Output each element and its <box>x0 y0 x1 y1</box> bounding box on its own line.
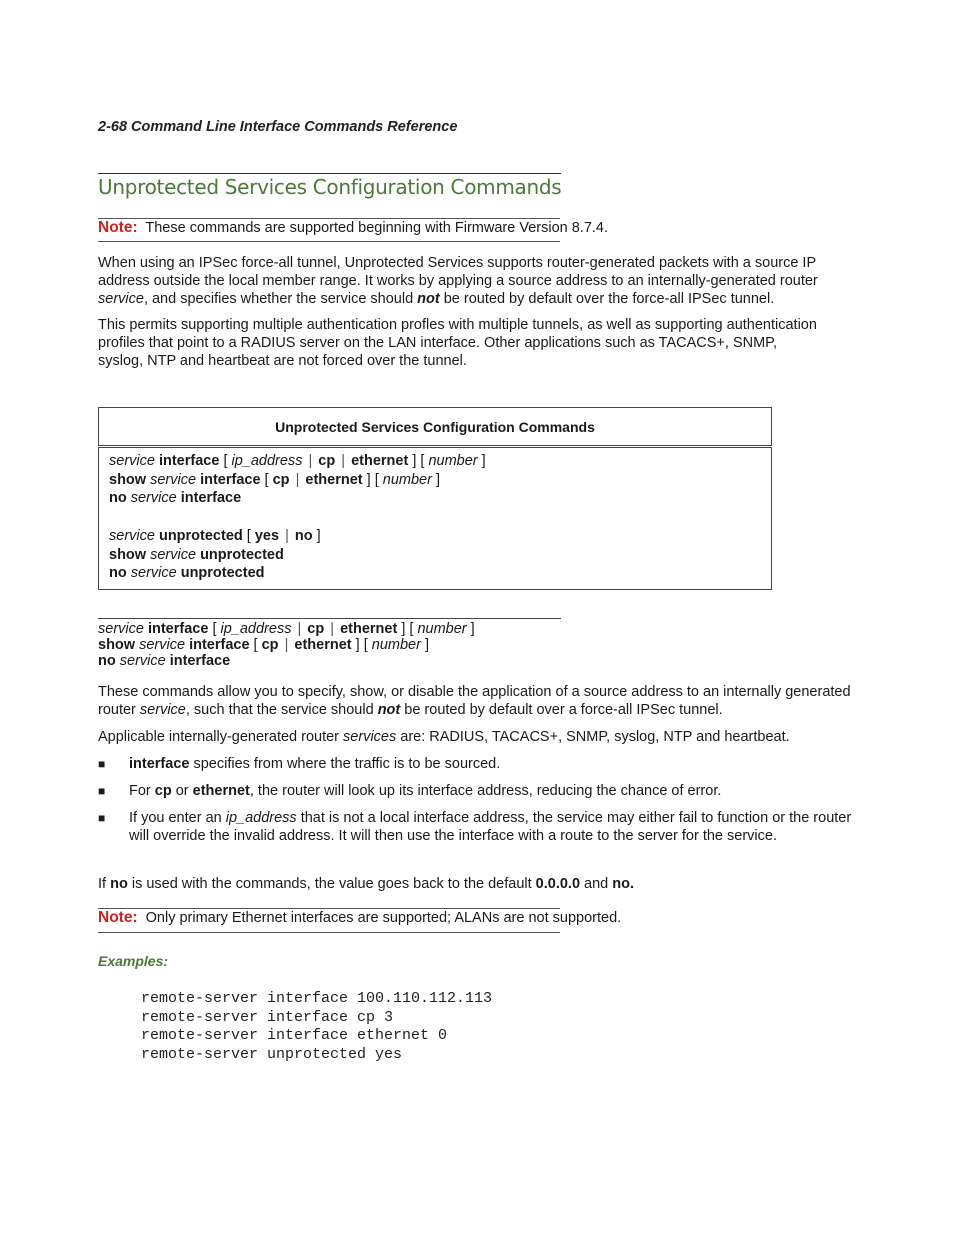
table-body <box>99 447 772 590</box>
cmd-show-service-interface: show service interface [ cp | ethernet ] [ number ] <box>109 471 440 488</box>
running-head: 2-68 Command Line Interface Commands Reference <box>98 119 458 135</box>
examples-heading: Examples: <box>98 953 169 969</box>
bullet-list <box>98 755 858 854</box>
examples-code <box>141 990 492 1065</box>
bullet-icon: ■ <box>98 811 106 825</box>
note-firmware <box>98 219 608 237</box>
code-line: remote-server interface cp 3 <box>141 1008 394 1026</box>
list-item: ■ If you enter an ip_address that is not a local interface address, the service may either fail to function or the router will override the invalid address. It will then use the interface with a route to the server for the service. <box>98 810 852 844</box>
note-label: Note: <box>98 219 138 236</box>
cmd-service-interface: service interface [ ip_address | cp | ethernet ] [ number ] <box>109 453 486 469</box>
subsection-rule <box>98 618 561 619</box>
intro-paragraph-2: This permits supporting multiple authentication profles with multiple tunnels, as well as supporting authentication profiles that point to a RADIUS server on the LAN interface. Other applications such as TACACS+, SNMP, syslog, NTP and heartbeat are not forced over the tunnel. <box>98 317 817 369</box>
cmd-service-unprotected: service unprotected [ yes | no ] <box>109 527 321 544</box>
note-rule-bottom <box>98 241 560 242</box>
sub-cmd-service-interface: service interface [ ip_address | cp | ethernet ] [ number ] <box>98 621 475 637</box>
subsection-commands <box>98 621 475 669</box>
note-text: These commands are supported beginning with Firmware Version 8.7.4. <box>145 220 609 236</box>
list-item: ■ For cp or ethernet, the router will look up its interface address, reducing the chance of error. <box>98 783 722 799</box>
body-paragraph-1: These commands allow you to specify, show, or disable the application of a source address to an internally generated router service, such that the service should not be routed by default over a force-all IPSec tunnel. <box>98 684 851 718</box>
intro-paragraph-1: When using an IPSec force-all tunnel, Unprotected Services supports router-generated packets with a source IP address outside the local member range. It works by applying a source address to an internally-generated router service, and specifies whether the service should not be routed by default over the force-all IPSec tunnel. <box>98 255 818 307</box>
bullet-icon: ■ <box>98 784 106 798</box>
section-title: Unprotected Services Configuration Commands <box>98 175 562 199</box>
list-item: ■ interface specifies from where the traffic is to be sourced. <box>98 756 501 772</box>
table-header: Unprotected Services Configuration Commands <box>99 408 772 447</box>
cmd-no-service-interface: no service interface <box>109 490 242 507</box>
code-line: remote-server unprotected yes <box>141 1046 403 1064</box>
body-paragraph-3: If no is used with the commands, the value goes back to the default 0.0.0.0 and no. <box>98 876 635 892</box>
note-ethernet <box>98 909 621 927</box>
body-paragraph-2: Applicable internally-generated router services are: RADIUS, TACACS+, SNMP, syslog, NTP and heartbeat. <box>98 729 790 745</box>
code-line: remote-server interface 100.110.112.113 <box>141 990 493 1007</box>
note-label: Note: <box>98 909 138 926</box>
commands-table <box>98 407 772 590</box>
note-text: Only primary Ethernet interfaces are supported; ALANs are not supported. <box>145 910 622 926</box>
cmd-show-service-unprotected: show service unprotected <box>109 546 284 563</box>
cmd-no-service-unprotected: no service unprotected <box>109 565 265 582</box>
sub-cmd-show-service-interface: show service interface [ cp | ethernet ] [ number ] <box>98 637 429 653</box>
table-spacer <box>109 508 761 527</box>
code-line: remote-server interface ethernet 0 <box>141 1027 448 1045</box>
note-rule-bottom <box>98 932 560 933</box>
section-rule <box>98 173 561 174</box>
bullet-icon: ■ <box>98 757 106 771</box>
sub-cmd-no-service-interface: no service interface <box>98 653 231 669</box>
